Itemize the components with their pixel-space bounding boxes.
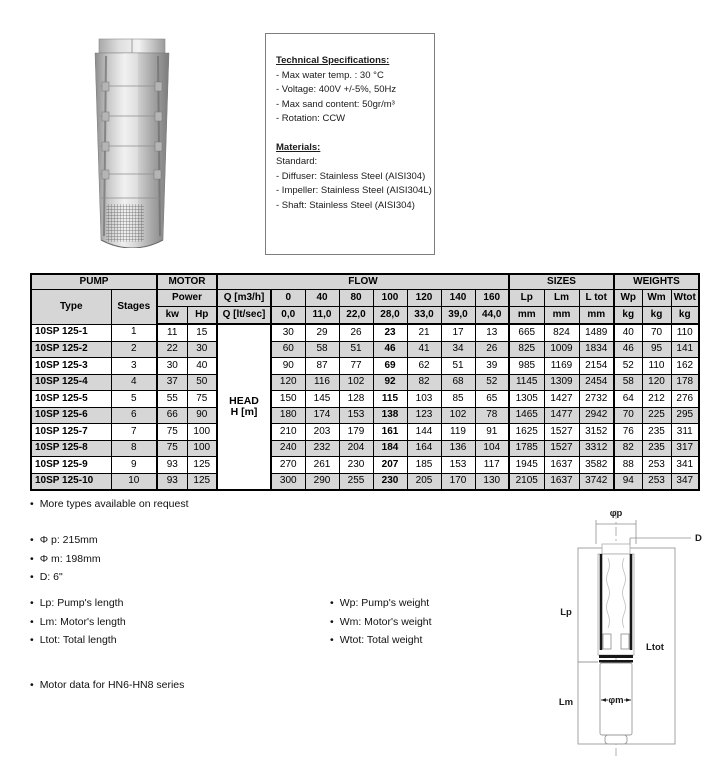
cell-kw: 93 [157, 457, 187, 474]
cell-type: 10SP 125-2 [31, 341, 111, 358]
flow-col: 0 [271, 290, 305, 307]
cell-hp: 125 [187, 473, 217, 490]
cell-head-40: 261 [305, 457, 339, 474]
cell-head-160: 52 [475, 374, 509, 391]
flow-col: 80 [339, 290, 373, 307]
cell-size-1: 1169 [544, 358, 579, 375]
cell-stages: 2 [111, 341, 157, 358]
cell-hp: 30 [187, 341, 217, 358]
cell-head-160: 39 [475, 358, 509, 375]
note-phi-m: • Φ m: 198mm [30, 553, 101, 565]
size-unit: mm [509, 307, 544, 325]
table-row [31, 341, 699, 358]
cell-head-0: 180 [271, 407, 305, 424]
cell-head-40: 29 [305, 324, 339, 341]
cell-size-2: 2732 [579, 391, 614, 408]
cell-head-140: 170 [441, 473, 475, 490]
cell-head-80: 230 [339, 457, 373, 474]
cell-weight-2: 141 [671, 341, 699, 358]
note-more-types [30, 498, 189, 510]
cell-head-100: 115 [373, 391, 407, 408]
cell-size-2: 2942 [579, 407, 614, 424]
cell-weight-0: 52 [614, 358, 642, 375]
cell-size-0: 985 [509, 358, 544, 375]
table-row [31, 374, 699, 391]
flow-col: 120 [407, 290, 441, 307]
cell-stages: 6 [111, 407, 157, 424]
cell-kw: 75 [157, 424, 187, 441]
cell-head-0: 90 [271, 358, 305, 375]
cell-size-1: 1527 [544, 440, 579, 457]
cell-head-80: 77 [339, 358, 373, 375]
cell-weight-1: 120 [642, 374, 671, 391]
table-row [31, 457, 699, 474]
note-wp: • Wp: Pump's weight [330, 597, 432, 609]
cell-size-0: 2105 [509, 473, 544, 490]
cell-head-40: 290 [305, 473, 339, 490]
cell-head-120: 82 [407, 374, 441, 391]
cell-head-40: 174 [305, 407, 339, 424]
cell-kw: 11 [157, 324, 187, 341]
col-wp: Wp [614, 290, 642, 307]
cell-weight-2: 295 [671, 407, 699, 424]
cell-head-120: 123 [407, 407, 441, 424]
cell-head-100: 184 [373, 440, 407, 457]
section-flow: FLOW [217, 274, 509, 290]
cell-head-140: 17 [441, 324, 475, 341]
cell-size-1: 1309 [544, 374, 579, 391]
cell-stages: 3 [111, 358, 157, 375]
flow-col: 40 [305, 290, 339, 307]
table-row [31, 324, 699, 341]
cell-head-40: 203 [305, 424, 339, 441]
cell-hp: 15 [187, 324, 217, 341]
cell-weight-2: 110 [671, 324, 699, 341]
cell-weight-0: 76 [614, 424, 642, 441]
cell-weight-1: 235 [642, 424, 671, 441]
cell-hp: 90 [187, 407, 217, 424]
section-pump: PUMP [31, 274, 157, 290]
cell-weight-1: 212 [642, 391, 671, 408]
cell-head-40: 145 [305, 391, 339, 408]
col-type: Type [31, 290, 111, 325]
cell-weight-0: 46 [614, 341, 642, 358]
diagram-d-label: D [695, 533, 702, 544]
cell-size-2: 3742 [579, 473, 614, 490]
cell-size-2: 2454 [579, 374, 614, 391]
cell-hp: 50 [187, 374, 217, 391]
note-lm: • Lm: Motor's length [30, 616, 126, 628]
cell-size-0: 1785 [509, 440, 544, 457]
cell-hp: 40 [187, 358, 217, 375]
cell-weight-1: 235 [642, 440, 671, 457]
cell-weight-1: 225 [642, 407, 671, 424]
cell-weight-2: 317 [671, 440, 699, 457]
cell-head-120: 62 [407, 358, 441, 375]
cell-head-100: 230 [373, 473, 407, 490]
dimension-diagram [550, 500, 706, 772]
cell-head-80: 255 [339, 473, 373, 490]
cell-kw: 66 [157, 407, 187, 424]
cell-stages: 7 [111, 424, 157, 441]
cell-head-80: 204 [339, 440, 373, 457]
note-text: • Motor data for HN6-HN8 series [30, 679, 184, 691]
cell-size-0: 825 [509, 341, 544, 358]
cell-stages: 5 [111, 391, 157, 408]
cell-head-100: 138 [373, 407, 407, 424]
cell-head-0: 300 [271, 473, 305, 490]
flow-col: 100 [373, 290, 407, 307]
flow-unit: 11,0 [305, 307, 339, 325]
cell-type: 10SP 125-6 [31, 407, 111, 424]
table-row [31, 440, 699, 457]
cell-weight-0: 40 [614, 324, 642, 341]
cell-head-100: 161 [373, 424, 407, 441]
cell-head-40: 232 [305, 440, 339, 457]
cell-size-0: 1625 [509, 424, 544, 441]
flow-col: 160 [475, 290, 509, 307]
cell-size-1: 1527 [544, 424, 579, 441]
spec-item: - Rotation: CCW [276, 113, 346, 124]
cell-head-0: 150 [271, 391, 305, 408]
table-row [31, 358, 699, 375]
materials-item: - Shaft: Stainless Steel (AISI304) [276, 199, 415, 211]
diagram-phi-p-label: φp [609, 508, 623, 519]
cell-head-100: 69 [373, 358, 407, 375]
cell-type: 10SP 125-5 [31, 391, 111, 408]
cell-head-140: 68 [441, 374, 475, 391]
size-unit: mm [544, 307, 579, 325]
cell-type: 10SP 125-1 [31, 324, 111, 341]
diagram-lm-label: Lm [558, 697, 574, 708]
col-power: Power [157, 290, 217, 307]
cell-weight-1: 70 [642, 324, 671, 341]
cell-head-120: 144 [407, 424, 441, 441]
weight-unit: kg [614, 307, 642, 325]
cell-size-0: 1145 [509, 374, 544, 391]
note-weights [330, 597, 432, 653]
cell-head-160: 117 [475, 457, 509, 474]
cell-head-40: 116 [305, 374, 339, 391]
table-row [31, 391, 699, 408]
cell-head-100: 46 [373, 341, 407, 358]
cell-weight-2: 347 [671, 473, 699, 490]
cell-head-80: 128 [339, 391, 373, 408]
cell-head-140: 85 [441, 391, 475, 408]
flow-unit: 22,0 [339, 307, 373, 325]
col-hp: Hp [187, 307, 217, 325]
cell-hp: 100 [187, 424, 217, 441]
cell-hp: 75 [187, 391, 217, 408]
cell-size-2: 1834 [579, 341, 614, 358]
cell-head-0: 270 [271, 457, 305, 474]
cell-head-120: 21 [407, 324, 441, 341]
col-kw: kw [157, 307, 187, 325]
cell-head-160: 13 [475, 324, 509, 341]
note-wtot: • Wtot: Total weight [330, 634, 432, 646]
col-lm: Lm [544, 290, 579, 307]
cell-type: 10SP 125-8 [31, 440, 111, 457]
cell-head-80: 51 [339, 341, 373, 358]
cell-head-0: 210 [271, 424, 305, 441]
cell-head-140: 34 [441, 341, 475, 358]
cell-head-80: 102 [339, 374, 373, 391]
cell-head-100: 207 [373, 457, 407, 474]
col-ltot: L tot [579, 290, 614, 307]
cell-type: 10SP 125-3 [31, 358, 111, 375]
cell-head-140: 119 [441, 424, 475, 441]
cell-size-2: 2154 [579, 358, 614, 375]
flow-unit: 39,0 [441, 307, 475, 325]
cell-type: 10SP 125-4 [31, 374, 111, 391]
section-motor: MOTOR [157, 274, 217, 290]
cell-size-1: 1637 [544, 457, 579, 474]
cell-head-120: 164 [407, 440, 441, 457]
note-d: • D: 6" [30, 571, 101, 583]
diagram-phi-m-label: φm [608, 695, 624, 706]
diagram-lp-label: Lp [560, 607, 572, 618]
cell-size-1: 1427 [544, 391, 579, 408]
spec-item: - Voltage: 400V +/-5%, 50Hz [276, 84, 397, 95]
materials-title: Materials: [276, 141, 321, 153]
cell-head-0: 120 [271, 374, 305, 391]
materials-item: - Impeller: Stainless Steel (AISI304L) [276, 185, 432, 196]
cell-weight-0: 70 [614, 407, 642, 424]
cell-size-0: 1465 [509, 407, 544, 424]
cell-head-160: 78 [475, 407, 509, 424]
spec-box [265, 33, 435, 255]
cell-head-140: 136 [441, 440, 475, 457]
cell-hp: 125 [187, 457, 217, 474]
col-wm: Wm [642, 290, 671, 307]
cell-size-0: 1945 [509, 457, 544, 474]
note-motor-data [30, 679, 184, 691]
cell-head-160: 65 [475, 391, 509, 408]
materials-item: - Diffuser: Stainless Steel (AISI304) [276, 170, 426, 182]
cell-head-120: 205 [407, 473, 441, 490]
cell-stages: 1 [111, 324, 157, 341]
spec-item: - Max water temp. : 30 °C [276, 69, 384, 81]
cell-kw: 75 [157, 440, 187, 457]
col-stages: Stages [111, 290, 157, 325]
cell-weight-0: 82 [614, 440, 642, 457]
note-ltot: • Ltot: Total length [30, 634, 126, 646]
cell-head-100: 92 [373, 374, 407, 391]
note-lp: • Lp: Pump's length [30, 597, 126, 609]
cell-head-120: 41 [407, 341, 441, 358]
cell-size-0: 665 [509, 324, 544, 341]
size-unit: mm [579, 307, 614, 325]
cell-weight-2: 178 [671, 374, 699, 391]
flow-unit: 28,0 [373, 307, 407, 325]
cell-weight-2: 311 [671, 424, 699, 441]
col-lp: Lp [509, 290, 544, 307]
diagram-ltot-label: Ltot [646, 642, 664, 653]
cell-weight-1: 110 [642, 358, 671, 375]
cell-head-40: 87 [305, 358, 339, 375]
cell-head-0: 30 [271, 324, 305, 341]
cell-head-160: 130 [475, 473, 509, 490]
note-wm: • Wm: Motor's weight [330, 616, 432, 628]
cell-head-80: 26 [339, 324, 373, 341]
cell-head-40: 58 [305, 341, 339, 358]
cell-kw: 37 [157, 374, 187, 391]
cell-head-140: 51 [441, 358, 475, 375]
cell-head-0: 240 [271, 440, 305, 457]
cell-type: 10SP 125-7 [31, 424, 111, 441]
cell-weight-0: 58 [614, 374, 642, 391]
cell-head-140: 153 [441, 457, 475, 474]
cell-weight-0: 94 [614, 473, 642, 490]
table-row [31, 424, 699, 441]
spec-item: - Max sand content: 50gr/m³ [276, 98, 395, 110]
cell-stages: 4 [111, 374, 157, 391]
weight-unit: kg [642, 307, 671, 325]
cell-head-120: 185 [407, 457, 441, 474]
cell-weight-2: 341 [671, 457, 699, 474]
pump-data-table [30, 273, 700, 491]
cell-head-0: 60 [271, 341, 305, 358]
cell-size-2: 3312 [579, 440, 614, 457]
cell-head-80: 153 [339, 407, 373, 424]
cell-size-1: 1009 [544, 341, 579, 358]
cell-weight-1: 95 [642, 341, 671, 358]
flow-ltsec-label: Q [lt/sec] [217, 307, 271, 325]
note-text: • More types available on request [30, 498, 189, 510]
cell-size-1: 1477 [544, 407, 579, 424]
cell-type: 10SP 125-9 [31, 457, 111, 474]
cell-kw: 55 [157, 391, 187, 408]
cell-kw: 93 [157, 473, 187, 490]
section-weights: WEIGHTS [614, 274, 699, 290]
cell-size-2: 3152 [579, 424, 614, 441]
cell-weight-2: 162 [671, 358, 699, 375]
cell-weight-0: 88 [614, 457, 642, 474]
spec-title: Technical Specifications: [276, 55, 390, 66]
cell-stages: 8 [111, 440, 157, 457]
note-lengths [30, 597, 126, 653]
cell-head-140: 102 [441, 407, 475, 424]
cell-stages: 9 [111, 457, 157, 474]
cell-head-80: 179 [339, 424, 373, 441]
cell-hp: 100 [187, 440, 217, 457]
cell-stages: 10 [111, 473, 157, 490]
flow-unit: 33,0 [407, 307, 441, 325]
flow-col: 140 [441, 290, 475, 307]
cell-head-100: 23 [373, 324, 407, 341]
cell-weight-2: 276 [671, 391, 699, 408]
flow-unit: 0,0 [271, 307, 305, 325]
cell-type: 10SP 125-10 [31, 473, 111, 490]
cell-head-160: 91 [475, 424, 509, 441]
section-sizes: SIZES [509, 274, 614, 290]
cell-weight-1: 253 [642, 457, 671, 474]
table-row [31, 473, 699, 490]
table-body [31, 324, 699, 490]
cell-head-160: 104 [475, 440, 509, 457]
flow-m3h-label: Q [m3/h] [217, 290, 271, 307]
weight-unit: kg [671, 307, 699, 325]
pump-photo [90, 38, 174, 248]
cell-size-0: 1305 [509, 391, 544, 408]
materials-intro: Standard: [276, 156, 318, 167]
cell-kw: 22 [157, 341, 187, 358]
cell-head-160: 26 [475, 341, 509, 358]
cell-size-2: 3582 [579, 457, 614, 474]
cell-weight-0: 64 [614, 391, 642, 408]
cell-kw: 30 [157, 358, 187, 375]
head-unit-cell: HEAD H [m] [217, 324, 271, 490]
cell-head-120: 103 [407, 391, 441, 408]
cell-size-1: 1637 [544, 473, 579, 490]
note-dimensions [30, 534, 101, 590]
note-phi-p: • Φ p: 215mm [30, 534, 101, 546]
cell-size-1: 824 [544, 324, 579, 341]
cell-size-2: 1489 [579, 324, 614, 341]
cell-weight-1: 253 [642, 473, 671, 490]
col-wtot: Wtot [671, 290, 699, 307]
table-row [31, 407, 699, 424]
flow-unit: 44,0 [475, 307, 509, 325]
